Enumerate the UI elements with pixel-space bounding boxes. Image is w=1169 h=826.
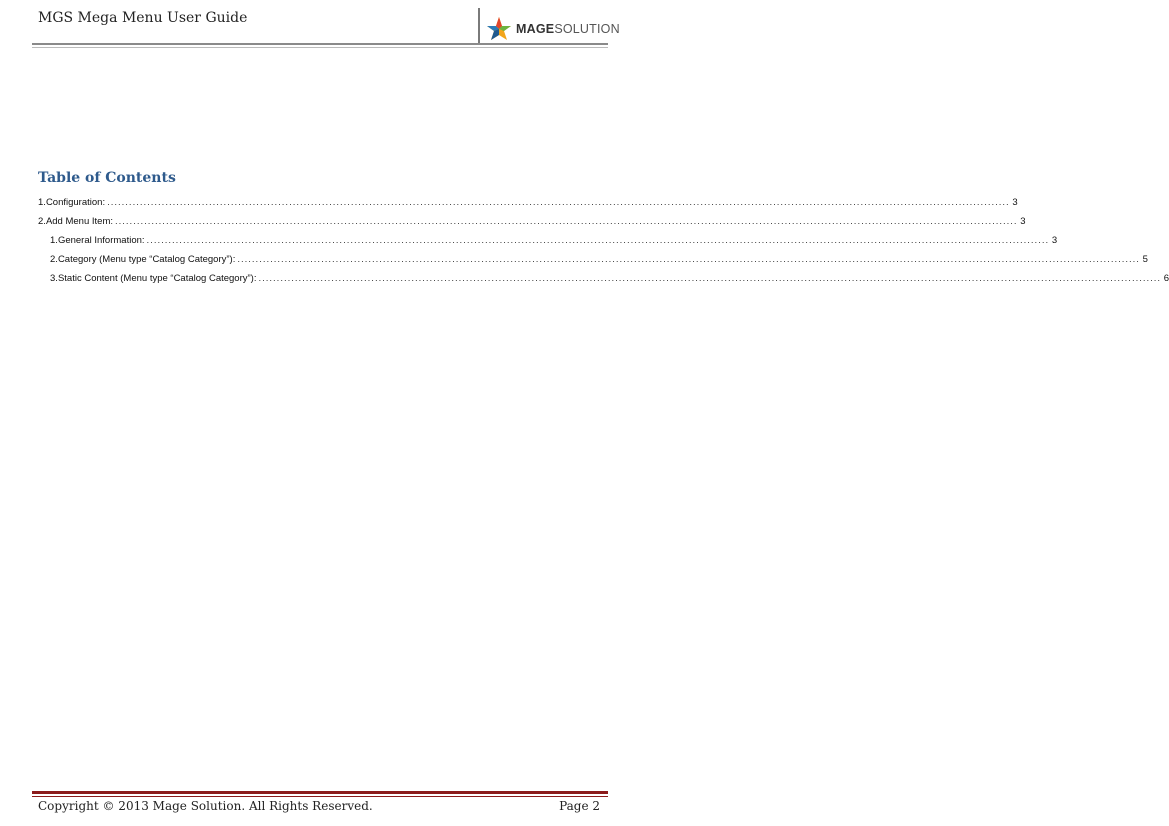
- footer-rule-thin: [32, 796, 608, 797]
- toc-entry-label: Category (Menu type “Catalog Category”):: [57, 254, 236, 265]
- toc-entry-label: Configuration:: [45, 197, 106, 208]
- toc-entry-number: 1.: [38, 197, 46, 208]
- toc-entry-general-information[interactable]: [50, 232, 1058, 246]
- toc-leader-dots: ........................................................................................................................................................................................................................................................: [237, 254, 1140, 265]
- toc-leader-dots: ........................................................................................................................................................................................................................................................: [146, 235, 1050, 246]
- header-divider: [478, 8, 480, 44]
- footer-page-number: Page 2: [559, 799, 600, 813]
- toc-entry-label: Static Content (Menu type “Catalog Category”):: [57, 273, 257, 284]
- logo-text: MAGESOLUTION: [516, 22, 620, 36]
- document-title: MGS Mega Menu User Guide: [38, 10, 248, 26]
- toc-entry-static-content[interactable]: [50, 270, 1169, 284]
- toc-entry-page: 6: [1163, 273, 1169, 284]
- mage-solution-logo: [486, 14, 620, 44]
- toc-entry-page: 5: [1142, 254, 1148, 265]
- toc-heading: Table of Contents: [38, 170, 176, 186]
- mage-solution-star-logo-icon: [486, 16, 512, 42]
- toc-entry-category[interactable]: [50, 251, 1148, 265]
- toc-entry-label: General Information:: [57, 235, 145, 246]
- toc-entry-configuration[interactable]: [38, 194, 1018, 208]
- toc-entry-number: 2.: [38, 216, 46, 227]
- toc-entry-page: 3: [1020, 216, 1026, 227]
- footer-copyright: Copyright © 2013 Mage Solution. All Rights Reserved.: [38, 799, 373, 813]
- toc-entry-page: 3: [1012, 197, 1018, 208]
- header-rule-thin: [32, 47, 608, 48]
- toc-entry-label: Add Menu Item:: [45, 216, 113, 227]
- toc-entry-number: 3.: [50, 273, 58, 284]
- toc-entry-add-menu-item[interactable]: [38, 213, 1026, 227]
- toc-entry-number: 2.: [50, 254, 58, 265]
- toc-leader-dots: ........................................................................................................................................................................................................................................................: [258, 273, 1162, 284]
- toc-leader-dots: ........................................................................................................................................................................................................................................................: [107, 197, 1010, 208]
- header-rule: [32, 43, 608, 45]
- toc-leader-dots: ........................................................................................................................................................................................................................................................: [115, 216, 1018, 227]
- toc-entry-page: 3: [1051, 235, 1058, 246]
- toc-entry-number: 1.: [50, 235, 58, 246]
- footer-rule: [32, 791, 608, 794]
